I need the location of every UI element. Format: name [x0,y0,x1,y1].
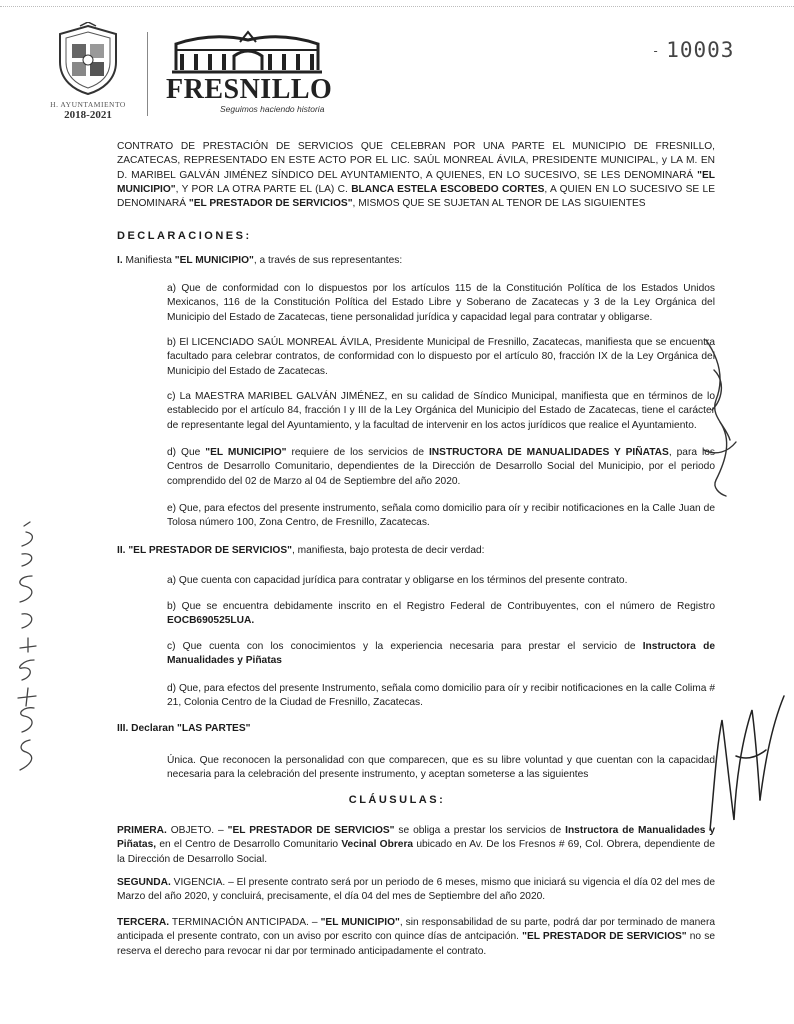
declaration-1d-bold-2: INSTRUCTORA DE MANUALIDADES Y PIÑATAS [428,447,669,458]
intro-bold-2: BLANCA ESTELA ESCOBEDO CORTES [351,183,545,195]
seal-caption [44,100,132,122]
section-clausulas-title: CLÁUSULAS: [348,794,446,806]
declaration-1-text-post: , a través de sus representantes: [253,255,403,266]
seal-caption-text: H. AYUNTAMIENTO [50,100,126,109]
clause-primera-bold-3: Vecinal Obrera [341,839,414,851]
clause-tercera-text-3: no se reserva el derecho para revocar ni dar por terminado anticipadamente el contrato. [117,931,715,957]
handwritten-signature-right-lower [700,690,790,840]
clause-primera [117,824,715,867]
declaration-2b-text: b) Que se encuentra debidamente inscrito en el Registro Federal de Contribuyentes, con el número de Registro [167,601,715,612]
declaration-3-unica: Única. Que reconocen la personalidad con que comparecen, que es su libre voluntad y que cuentan con la capacidad necesaria para la celebración del presente instrumento, y aceptan someterse a las siguientes [167,755,715,781]
declaration-2d: d) Que, para efectos del presente Instrumento, señala como domicilio para oír y recibir notificaciones en la calle Colima # 21, Colonia Centro de la Ciudad de Fresnillo, Zacatecas. [167,683,715,709]
clause-segunda-label: SEGUNDA. [117,877,171,888]
section-declaraciones-title: DECLARACIONES: [117,230,252,242]
declaration-1a: a) Que de conformidad con lo dispuestos por los artículos 115 de la Constitución Política de los Estados Unidos Mexicanos, 116 de la Constitución Política del Estado Libre y Soberano de Zacatecas y 3 de la Ley Orgánica del Municipio del Estado de Zacatecas, tiene personalidad jurídica y capacidad legal para contratar y obligarse. [167,283,715,323]
clause-tercera-label: TERCERA. [117,917,170,928]
declaration-1-prefix: I. [117,255,123,266]
contract-intro [117,140,715,211]
clause-primera-text-2: se obliga a prestar los servicios de [394,825,566,836]
declaration-1d-pre: d) Que [167,447,206,458]
clause-tercera-text-2: , sin responsabilidad de su parte, podrá dar por terminado de manera anticipada el presente contrato, con un aviso por escrito con quince días de antcipación. [117,917,716,943]
declaration-1c: c) La MAESTRA MARIBEL GALVÁN JIMÉNEZ, en su calidad de Síndico Municipal, manifiesta que en términos de lo establecido por el artículo 84, fracción I y III de la Ley Orgánica del Municipio del Estado de Zacatecas, tiene el carácter de representante legal del Ayuntamiento, y la facultad de intervenir en los actos jurídicos que realice el Ayuntamiento. [167,391,715,431]
declaration-1-heading [117,254,715,268]
intro-text-4: , MISMOS QUE SE SUJETAN AL TENOR DE LAS SIGUIENTES [352,198,646,210]
declaration-1-text-pre: Manifiesta [122,255,175,266]
declaration-3-bold: Declaran "LAS PARTES" [128,723,251,734]
declaration-2c-bold: Instructora de Manualidades y Piñatas [167,641,715,667]
clause-primera-label: PRIMERA. [117,825,167,836]
clause-primera-text-3: en el Centro de Desarrollo Comunitario [156,839,342,851]
intro-text-2: , Y POR LA OTRA PARTE EL (LA) C. [175,183,352,195]
declaration-2-text-post: , manifiesta, bajo protesta de decir verdad: [291,545,485,556]
clause-tercera [117,916,715,959]
clause-tercera-bold-1: "EL MUNICIPIO" [320,917,400,928]
declaration-1e: e) Que, para efectos del presente instrumento, señala como domicilio para oír y recibir notificaciones en la Calle Juan de Tolosa número 100, Zona Centro, de Fresnillo, Zacatecas. [167,503,715,529]
declaration-2-heading [117,544,715,558]
declaration-1d-mid: requiere de los servicios de [286,447,429,458]
municipal-seal [50,22,126,98]
intro-text-3: , A QUIEN EN LO SUCESIVO SE LE DENOMINARÁ [117,183,715,210]
top-scan-line [0,6,794,8]
brand-name: FRESNILLO [166,74,333,105]
clause-primera-text-4: ubicado en Av. De los Fresnos # 69, Col. Obrera, dependiente de la Dirección de Desarrollo Social. [117,839,715,865]
document-number-dash: - [652,44,661,58]
seal-years: 2018-2021 [64,109,112,121]
declaration-1-bold: "EL MUNICIPIO" [174,255,254,266]
handwritten-margin-signature [6,520,54,780]
clause-primera-bold-2: Instructora de Manualidades y Piñatas, [117,825,715,851]
clause-primera-text-1: OBJETO. – [166,825,228,836]
declaration-2c [167,640,715,669]
brand-tagline: Seguimos haciendo historia [220,104,325,114]
declaration-1d-post: , para los Centros de Desarrollo Comunitario, dependientes de la Dirección de Desarrollo Social del Municipio, por el periodo comprendido del 02 de Marzo al 04 de Septiembre del año 2020. [167,447,716,487]
intro-bold-1: "EL MUNICIPIO" [117,169,715,195]
declaration-2-bold: "EL PRESTADOR DE SERVICIOS" [125,545,292,556]
intro-bold-3: "EL PRESTADOR DE SERVICIOS" [188,198,353,210]
intro-text-1: CONTRATO DE PRESTACIÓN DE SERVICIOS QUE CELEBRAN POR UNA PARTE EL MUNICIPIO DE FRESNILLO, ZACATECAS, REPRESENTADO EN ESTE ACTO POR EL LIC. SAÚL MONREAL ÁVILA, PRESIDENTE MUNICIPAL, y LA M. EN D. MARIBEL GALVÁN JIMÉNEZ SÍNDICO DEL AYUNTAMIENTO, A QUIENES, EN LO SUCESIVO, SE LES DENOMINARÁ [117,141,715,181]
clause-primera-bold-1: "EL PRESTADOR DE SERVICIOS" [227,825,395,836]
declaration-2b [167,600,715,629]
declaration-2-prefix: II. [117,545,126,556]
clause-tercera-bold-2: "EL PRESTADOR DE SERVICIOS" [522,931,687,943]
handwritten-signature-right-upper [686,330,756,500]
clause-segunda-text: VIGENCIA. – El presente contrato será por un periodo de 6 meses, mismo que iniciará su vigencia el día 02 del mes de Marzo del año 2020, y concluirá, precisamente, el día 04 del mes de Septiembre del año 2020. [117,877,715,903]
declaration-3-prefix: III. [117,723,129,734]
declaration-2c-text: c) Que cuenta con los conocimientos y la experiencia necesaria para prestar el servicio de [167,641,643,652]
declaration-2a: a) Que cuenta con capacidad jurídica para contratar y obligarse en los términos del presente contrato. [167,575,628,586]
document-number-value: 10003 [666,38,735,62]
clause-tercera-text-1: TERMINACIÓN ANTICIPADA. – [169,917,321,928]
declaration-1d [167,446,715,489]
declaration-1d-bold-1: "EL MUNICIPIO" [205,447,287,458]
declaration-2b-rfc: EOCB690525LUA. [167,615,255,627]
declaration-1b: b) El LICENCIADO SAÚL MONREAL ÁVILA, Presidente Municipal de Fresnillo, Zacatecas, manifiesta que se encuentra facultado para celebrar contratos, de conformidad con lo dispuesto por el artículo 80, fracción IX de la Ley Orgánica del Municipio del Estado de Zacatecas. [167,337,715,377]
declaration-3-heading [117,722,715,736]
header-divider [147,32,148,116]
clause-segunda [117,876,715,905]
document-number [652,38,734,62]
